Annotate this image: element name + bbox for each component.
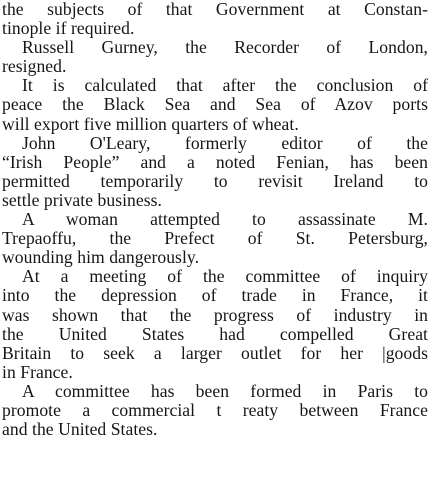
- news-column: [2, 0, 428, 439]
- text-line: resigned.: [2, 56, 67, 77]
- paragraph-wheat-export: [2, 76, 428, 133]
- text-line: A committee has been formed in Paris to: [22, 380, 428, 401]
- text-line: the United States had compelled Great: [2, 323, 428, 344]
- text-line: peace the Black Sea and Sea of Azov ports: [2, 94, 428, 115]
- text-line: It is calculated that after the conclusion of: [22, 75, 428, 96]
- text-line: promote a commercial t reaty between France: [2, 399, 428, 420]
- text-line: will export five million quarters of wheat.: [2, 113, 299, 134]
- text-line: settle private business.: [2, 189, 162, 210]
- text-line: “Irish People” and a noted Fenian, has been: [2, 151, 428, 172]
- paragraph-trade-inquiry: [2, 267, 428, 382]
- paragraph-assassination-attempt: [2, 210, 428, 267]
- paragraph-commercial-treaty: [2, 382, 428, 439]
- text-line: the subjects of that Government at Constan-: [2, 0, 428, 19]
- text-line: Trepaoffu, the Prefect of St. Petersburg,: [2, 228, 428, 249]
- text-line: John O'Leary, formerly editor of the: [22, 132, 428, 153]
- paragraph-constantinople: [2, 0, 428, 38]
- paragraph-russell-gurney: [2, 38, 428, 76]
- text-line: A woman attempted to assassinate M.: [22, 209, 428, 230]
- text-line: wounding him dangerously.: [2, 247, 200, 268]
- text-line: Britain to seek a larger outlet for her |goods: [2, 342, 428, 363]
- text-line: tinople if required.: [2, 18, 135, 39]
- text-line: and the United States.: [2, 419, 158, 440]
- text-line: At a meeting of the committee of inquiry: [22, 266, 428, 287]
- text-line: Russell Gurney, the Recorder of London,: [22, 37, 428, 58]
- text-line: was shown that the progress of industry in: [2, 304, 428, 325]
- text-line: permitted temporarily to revisit Ireland to: [2, 170, 428, 191]
- text-line: into the depression of trade in France, it: [2, 285, 428, 306]
- text-line: in France.: [2, 361, 73, 382]
- paragraph-john-oleary: [2, 134, 428, 210]
